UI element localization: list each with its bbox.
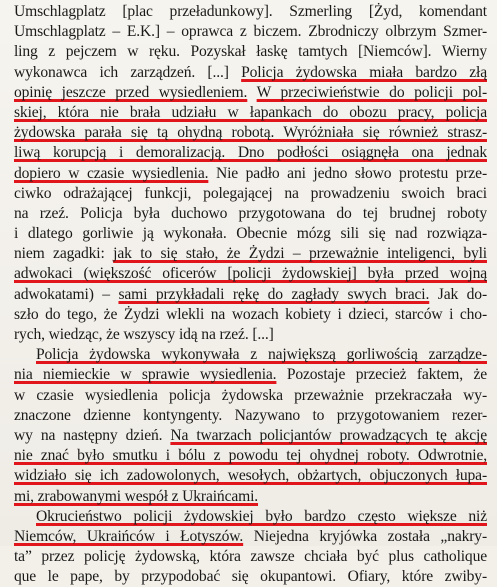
underlined-passage: liwą korupcją i demoralizacją. Dno podłości osiągnęła ona jednak	[14, 144, 487, 162]
text-line: na rzeź. Policja była duchowo przygotowana do tej brudnej roboty	[14, 204, 487, 222]
text-line	[14, 264, 487, 284]
text-segment: niem zagadki:	[14, 245, 114, 263]
underlined-passage: Policja żydowska wykonywała z największą gorliwością zarządze-	[36, 346, 487, 364]
text-line: szło do tego, że Żydzi wlekli na wozach kobiety i dzieci, starców i cho-	[14, 305, 487, 323]
text-segment: wy na następny dzień.	[14, 426, 171, 444]
text-line: ciwko odrażającej funkcji, polegającej na prowadzeniu swoich braci	[14, 184, 487, 202]
underlined-passage: opinię jeszcze przed wysiedleniem.	[14, 83, 248, 101]
text-segment: Nie padło ani jedno słowo protestu prze-	[208, 164, 487, 182]
text-line	[14, 164, 487, 184]
text-line	[14, 63, 487, 83]
text-line: ling z pejczem w ręku. Pozyskał łaskę tamtych [Niemców]. Wierny	[14, 43, 487, 61]
underlined-passage: Niemców, Ukraińców i Łotyszów.	[14, 527, 244, 545]
text-line	[14, 83, 487, 103]
text-line	[14, 103, 487, 123]
text-line	[14, 446, 487, 466]
underlined-passage: Policja żydowska miała bardzo złą	[241, 63, 487, 81]
text-segment: Pozostaje przecież faktem, że	[276, 366, 487, 384]
text-segment: wykonawca ich zarządzeń. [...]	[14, 63, 242, 81]
underlined-passage: jak to się stało, że Żydzi – przeważnie inteligenci, byli	[113, 245, 487, 263]
underlined-passage: żydowska parała się tą ohydną robotą. Wyróżniała się również strasz-	[14, 124, 487, 142]
underlined-passage: mi, zrabowanymi wespół z Ukraińcami.	[14, 487, 259, 505]
text-line: znaczone dzienne kontyngenty. Nazywano to przygotowaniem rezer-	[14, 406, 487, 424]
underlined-passage: Odwrotnie,	[409, 447, 487, 465]
text-line: i dlatego gorliwie ją wykonała. Obecnie mózg sili się nad rozwiąza-	[14, 225, 487, 243]
text-segment: adwokatami) –	[14, 285, 119, 303]
text-line	[14, 507, 487, 527]
underlined-passage: Na twarzach policjantów prowadzących tę akcję	[170, 426, 487, 444]
text-line: w czasie wysiedlenia policja żydowska przeważnie przekraczała wy-	[14, 386, 487, 404]
text-segment: Niejedna kryjówka została „nakry-	[243, 527, 487, 545]
underlined-passage: widziało się ich zadowolonych, wesołych, obżartych, objuczonych łupa-	[14, 467, 487, 485]
underlined-passage: nia niemieckie w sprawie wysiedlenia.	[14, 366, 277, 384]
text-line: que le pape, by przypodobać się okupantowi. Ofiary, które zwiby-	[14, 568, 487, 586]
text-line	[14, 365, 487, 385]
text-line	[14, 527, 487, 547]
text-line: rych, wiedząc, że wszyscy idą na rzeź. [...]	[14, 326, 274, 343]
text-line	[14, 466, 487, 486]
text-line: Umschlagplatz [plac przeładunkowy]. Szmerling [Żyd, komendant	[14, 3, 487, 20]
text-line: ta” przez policję żydowską, która zawsze chciała być plus catholique	[14, 548, 487, 566]
underlined-passage: nie znać było smutku i bólu z powodu tej ohydnej roboty.	[14, 447, 410, 465]
underlined-passage: W przeciwieństwie do policji pol-	[256, 83, 487, 101]
paragraph-1	[14, 2, 487, 345]
text-line	[14, 487, 487, 507]
underlined-passage: Okrucieństwo policji żydowskiej było bardzo często większe niż	[36, 507, 487, 525]
text-line	[14, 143, 487, 163]
underlined-passage: sami przykładali rękę do zagłady swych braci.	[118, 285, 430, 303]
text-line	[14, 244, 487, 264]
text-line	[14, 426, 487, 446]
underlined-passage: adwokaci (większość oficerów [policji żydowskiej] była przed wojną	[14, 265, 487, 283]
text-line	[14, 285, 487, 305]
text-segment	[247, 84, 256, 101]
paragraph-2	[14, 345, 487, 507]
text-line	[14, 345, 487, 365]
text-segment: Jak do-	[429, 285, 487, 303]
text-line	[14, 123, 487, 143]
paragraph-3	[14, 507, 487, 587]
underlined-passage: skiej, która nie brała udziału w łapankach do obozu pracy, policja	[14, 103, 487, 121]
text-line: Umschlagplatz – E.K.] – oprawca z biczem. Zbrodniczy olbrzym Szmer-	[14, 23, 487, 41]
underlined-passage: dopiero w czasie wysiedlenia.	[14, 164, 209, 182]
